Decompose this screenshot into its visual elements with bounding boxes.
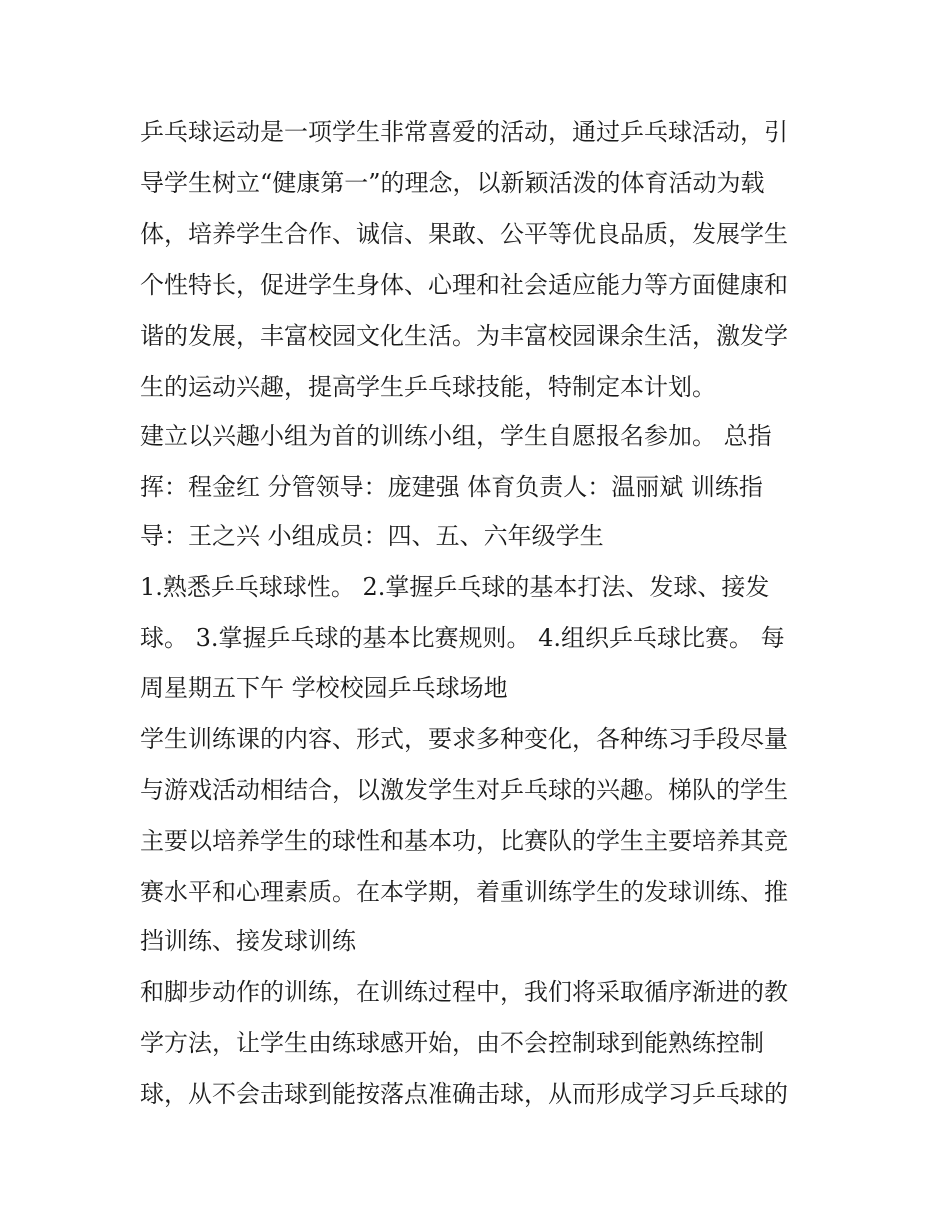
text-line: 导：王之兴 小组成员：四、五、六年级学生: [140, 522, 604, 550]
text-line: 个性特长，促进学生身体、心理和社会适应能力等方面健康和: [140, 271, 788, 299]
text-line: 建立以兴趣小组为首的训练小组，学生自愿报名参加。 总指: [140, 422, 772, 450]
text-line: 谐的发展，丰富校园文化生活。为丰富校园课余生活，激发学: [140, 322, 788, 350]
text-line: 挡训练、接发球训练: [140, 927, 356, 955]
text-line: 导学生树立“健康第一”的理念，以新颖活泼的体育活动为载: [140, 169, 765, 197]
text-line: 1.熟悉乒乓球球性。 2.掌握乒乓球的基本打法、发球、接发: [140, 573, 770, 601]
text-line: 周星期五下午 学校校园乒乓球场地: [140, 674, 508, 702]
text-line: 赛水平和心理素质。在本学期，着重训练学生的发球训练、推: [140, 878, 788, 906]
text-line: 与游戏活动相结合，以激发学生对乒乓球的兴趣。梯队的学生: [140, 776, 788, 804]
text-line: 球，从不会击球到能按落点准确击球，从而形成学习乒乓球的: [140, 1080, 788, 1108]
text-line: 挥：程金红 分管领导：庞建强 体育负责人：温丽斌 训练指: [140, 473, 763, 501]
text-line: 球。 3.掌握乒乓球的基本比赛规则。 4.组织乒乓球比赛。 每: [140, 624, 785, 652]
text-line: 乒乓球运动是一项学生非常喜爱的活动，通过乒乓球活动，引: [140, 118, 788, 146]
text-line: 学生训练课的内容、形式，要求多种变化，各种练习手段尽量: [140, 725, 788, 753]
text-line: 生的运动兴趣，提高学生乒乓球技能，特制定本计划。: [140, 373, 716, 401]
text-line: 和脚步动作的训练，在训练过程中，我们将采取循序渐进的教: [140, 978, 788, 1006]
text-line: 主要以培养学生的球性和基本功，比赛队的学生主要培养其竞: [140, 827, 788, 855]
text-line: 学方法，让学生由练球感开始，由不会控制球到能熟练控制: [140, 1029, 764, 1057]
text-line: 体，培养学生合作、诚信、果敢、公平等优良品质，发展学生: [140, 220, 788, 248]
